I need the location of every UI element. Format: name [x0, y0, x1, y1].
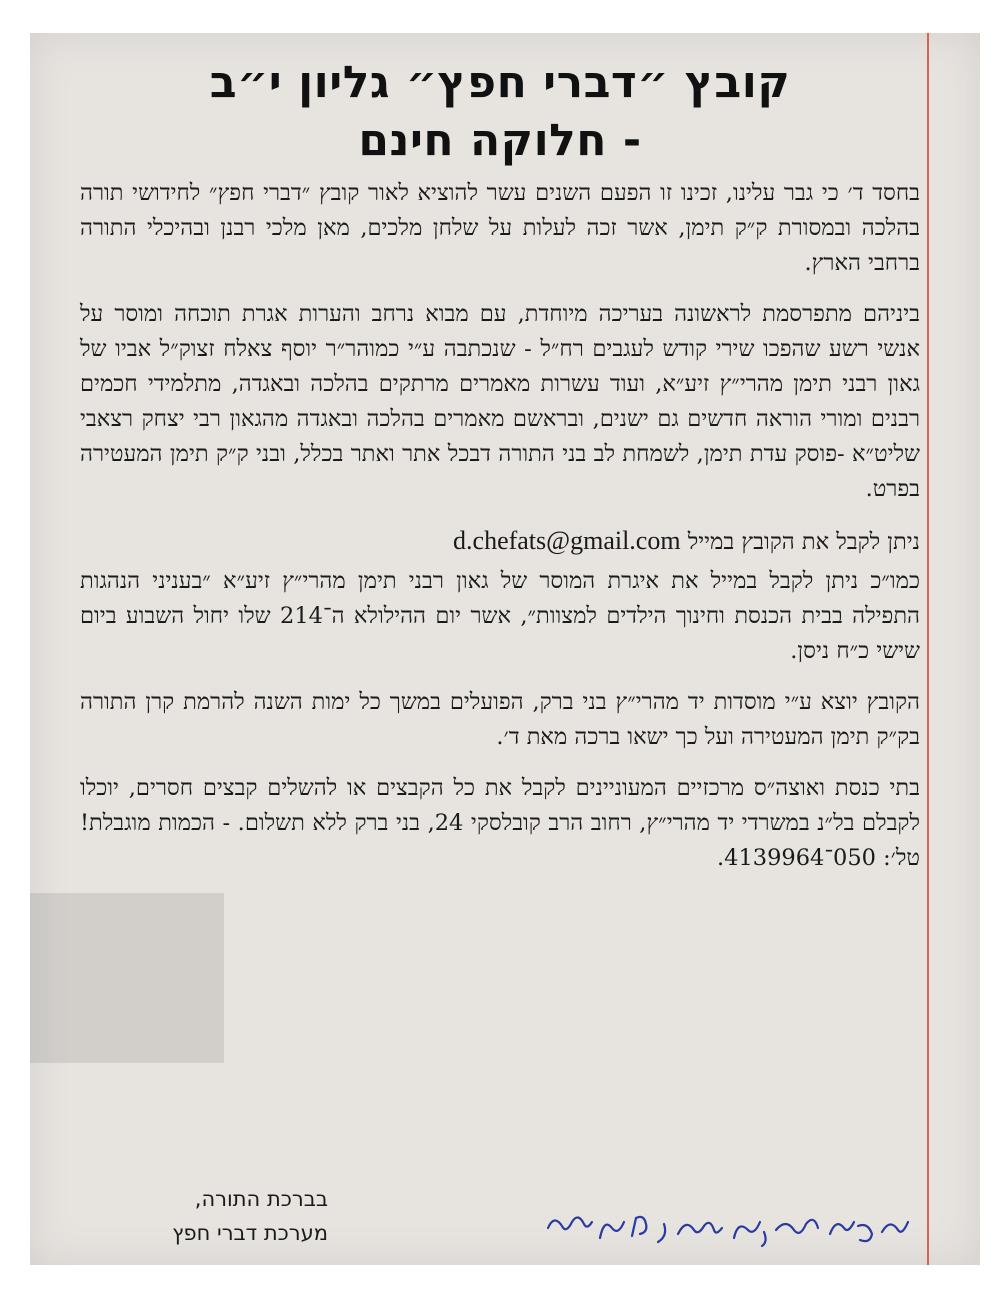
paragraph-1: בחסד ד׳ כי גבר עלינו, זכינו זו הפעם השנים עשר להוציא לאור קובץ ״דברי חפץ״ לחידושי תורה בהלכה ובמסורת ק״ק תימן, אשר זכה לעלות על שלחן מלכים, מאן מלכי רבנן ובהיכלי התורה ברחבי הארץ.: [80, 180, 920, 276]
bleed-through-shape: [30, 893, 224, 1063]
paragraph-4: הקובץ יוצא ע״י מוסדות יד מהרי״ץ בני ברק, הפועלים במשך כל ימות השנה להרמת קרן התורה בק״ק תימן המעטירה ועל כך ישאו ברכה מאת ד׳.: [80, 689, 920, 750]
signoff: [172, 1182, 328, 1250]
signoff-editorial: מערכת דברי חפץ: [172, 1221, 328, 1245]
email-label: ניתן לקבל את הקובץ במייל: [687, 529, 920, 555]
handwritten-source-note: [540, 1198, 920, 1258]
email-address: d.chefats@gmail.com: [453, 526, 681, 555]
signoff-blessing: בברכת התורה,: [194, 1187, 328, 1211]
email-paragraph: [80, 523, 920, 560]
headline-line-1: קובץ ״דברי חפץ״ גליון י״ב: [209, 57, 791, 108]
article: [80, 54, 920, 892]
headline-line-2: - חלוקה חינם: [358, 115, 642, 166]
paragraph-5: בתי כנסת ואוצה״ס מרכזיים המעוניינים לקבל את כל הקבצים או להשלים קבצים חסרים, יוכלו לקבלם בל״נ במשרדי יד מהרי״ץ, רחוב הרב קובלסקי 24, בני ברק ללא תשלום. - הכמות מוגבלת! טל׳: 050־4139964.: [80, 775, 920, 871]
paragraph-2: ביניהם מתפרסמת לראשונה בעריכה מיוחדת, עם מבוא נרחב והערות אגרת תוכחה ומוסר על אנשי רשע שהפכו שירי קודש לעגבים רח״ל - שנכתבה ע״י כמוהר״ר יוסף צאלח זצוק״ל אביו של גאון רבני תימן מהרי״ץ זיע״א, ועוד עשרות מאמרים מרתקים בהלכה ובאגדה, מתלמידי חכמים רבנים ומורי הוראה חדשים גם ישנים, ובראשם מאמרים בהלכה ובאגדה מהגאון רבי יצחק רצאבי שליט״א -פוסק עדת תימן, לשמחת לב בני התורה דבכל אתר ואתר בכלל, ובני ק״ק תימן המעטירה בפרט.: [80, 301, 920, 502]
margin-red-line: [927, 33, 929, 1265]
paragraph-3: כמו״כ ניתן לקבל במייל את איגרת המוסר של גאון רבני תימן מהרי״ץ זיע״א ״בעניני הנהגות התפילה בבית הכנסת וחינוך הילדים למצוות״, אשר יום ההילולא ה־214 שלו יחול השבוע ביום שישי כ״ח ניסן.: [80, 568, 920, 664]
